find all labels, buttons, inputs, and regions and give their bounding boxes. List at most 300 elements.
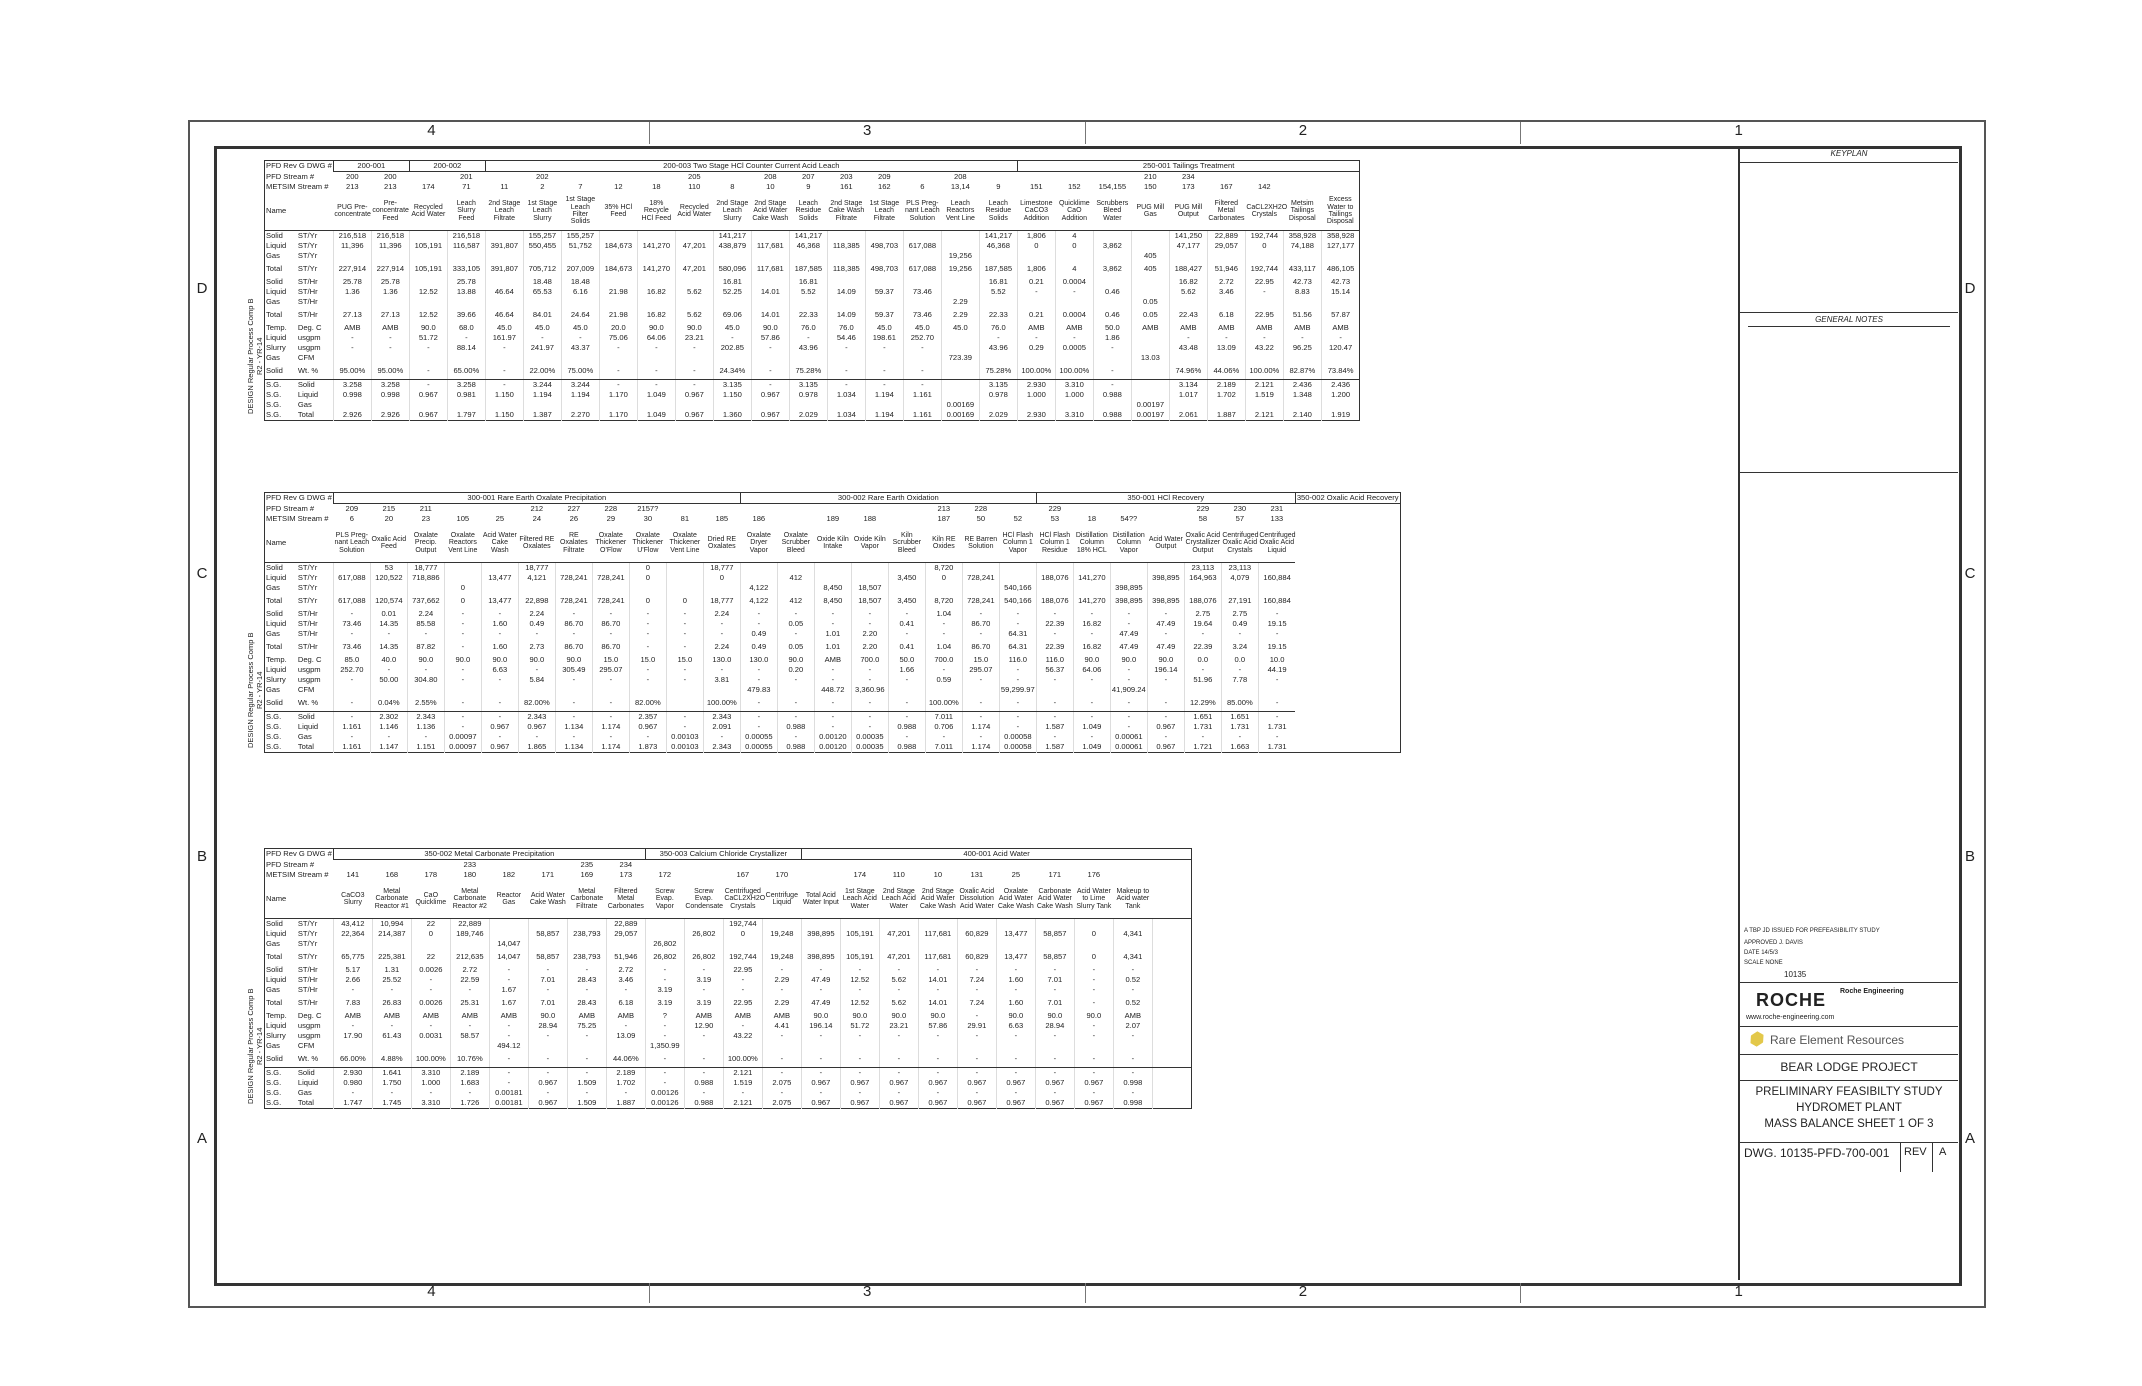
cell-value [918,1041,957,1051]
cell-value: 76.0 [789,323,827,333]
cell-value: 22,889 [1207,231,1245,242]
cell-value: 1.017 [1169,390,1207,400]
stream-number [1283,172,1321,183]
cell-value [999,573,1036,583]
cell-value: 8.83 [1283,287,1321,297]
cell-value: 13.03 [1131,353,1169,363]
stream-number: 208 [953,172,967,182]
cell-value [713,297,751,307]
cell-value: 23,113 [1184,563,1221,574]
cell-value: 0.967 [528,1098,567,1109]
cell-value: 4.41 [762,1021,801,1031]
cell-value: - [518,732,555,742]
table-row [265,363,1360,379]
cell-value [1152,1021,1192,1031]
cell-value: 2.343 [407,711,444,722]
cell-value [1245,297,1283,307]
cell-value: 1.67 [489,995,528,1011]
cell-value: 100.00% [1245,363,1283,379]
cell-value: 14.09 [827,287,865,297]
cell-value: 0.00055 [740,742,777,753]
stream-number: 23 [421,514,431,524]
row-unit: ST/Hr [297,998,318,1008]
stream-number: 171 [541,870,555,880]
cell-value: 1.049 [637,390,675,400]
cell-value: 16.81 [713,277,751,287]
cell-value: - [444,629,481,639]
cell-value: 45.0 [865,323,903,333]
cell-value [1036,583,1073,593]
cell-value: 6.63 [481,665,518,675]
header-label: PFD Stream # [266,859,315,869]
stream-number [1113,870,1152,880]
cell-value: 86.70 [962,619,999,629]
cell-value: - [444,639,481,655]
cell-value [666,695,703,711]
cell-value: 2.24 [703,609,740,619]
cell-value: 53 [370,563,407,574]
cell-value: - [1321,333,1360,343]
cell-value: 214,387 [372,929,411,939]
zone-label: B [196,848,207,865]
cell-value: 19,248 [762,949,801,965]
cell-value: - [555,675,592,685]
cell-value: - [333,343,371,353]
cell-value: 1.200 [1321,390,1360,400]
cell-value: 22.33 [979,307,1017,323]
cell-value: 95.00% [333,363,371,379]
cell-value: - [637,363,675,379]
cell-value: 84.01 [523,307,561,323]
section-title: 200-002 [409,161,485,172]
zone-label: 2 [1085,122,1521,144]
issue-date: DATE 14/5/3 [1744,950,1778,956]
cell-value: 90.0 [409,323,447,333]
cell-value: - [1147,732,1184,742]
cell-value [518,685,555,695]
cell-value: 0.00197 [1131,410,1169,421]
cell-value: - [879,965,918,975]
stream-number: 169 [580,870,594,880]
stream-table [264,492,1401,753]
cell-value [903,400,941,410]
cell-value [723,1041,762,1051]
cell-value: 47,201 [879,929,918,939]
cell-value: - [684,1067,723,1078]
cell-value: 0.967 [481,722,518,732]
cell-value: 0 [1055,241,1093,251]
cell-value: 100.00% [1055,363,1093,379]
cell-value: 25.78 [447,277,485,287]
cell-value: - [666,619,703,629]
row-label: Liquid [265,619,297,629]
cell-value: - [629,732,666,742]
cell-value: 1.702 [606,1078,645,1088]
cell-value: 1.887 [606,1098,645,1109]
approved-by: APPROVED J. DAVIS [1744,940,1803,946]
cell-value: - [762,1067,801,1078]
cell-value: 28.94 [1035,1021,1074,1031]
cell-value: 0.967 [1147,742,1184,753]
cell-value [666,583,703,593]
cell-value [1093,400,1131,410]
cell-value: 0.41 [888,639,925,655]
cell-value: 0.59 [925,675,962,685]
table-row [265,655,1401,665]
cell-value: 0.0026 [411,965,450,975]
table-row [265,493,1401,504]
row-label: Gas [265,297,297,307]
cell-value: 3,862 [1093,241,1131,251]
cell-value: AMB [1017,323,1055,333]
row-label: Gas [265,353,297,363]
cell-value: - [1055,287,1093,297]
cell-value [999,563,1036,574]
cell-value [528,1041,567,1051]
cell-value [941,231,979,242]
cell-value: 6.18 [1207,307,1245,323]
cell-value: 4,341 [1113,929,1152,939]
cell-value: 86.70 [962,639,999,655]
cell-value [1321,353,1360,363]
cell-value: - [840,1067,879,1078]
zone-label: 4 [427,1283,436,1300]
stream-number [1113,860,1152,871]
cell-value [1055,353,1093,363]
cell-value [371,297,409,307]
cell-value: 0.00058 [999,742,1036,753]
project-name: BEAR LODGE PROJECT [1780,1060,1918,1074]
row-label: Liquid [265,241,297,251]
row-unit: ST/Hr [297,619,318,629]
cell-value: - [999,675,1036,685]
cell-value: 1.134 [555,742,592,753]
cell-value: - [372,1088,411,1098]
cell-value: - [814,609,851,619]
stream-number: 105 [456,514,470,524]
stream-number: 215 [382,504,396,514]
table-row [265,742,1401,753]
stream-name: 2nd Stage Acid Water Cake Wash [751,192,789,231]
cell-value: 2.930 [333,1067,372,1078]
cell-value: 19.15 [1258,619,1295,629]
row-label: Total [265,593,297,609]
header-label: Name [265,880,334,919]
cell-value: - [840,1031,879,1041]
stream-number [1017,172,1055,183]
cell-value: - [444,609,481,619]
stream-name: PUG Mill Output [1169,192,1207,231]
cell-value: 216,518 [371,231,409,242]
cell-value: 2.091 [703,722,740,732]
table-row [265,1051,1192,1067]
cell-value: 3.310 [1055,410,1093,421]
cell-value: 56.37 [1036,665,1073,675]
cell-value [1245,251,1283,261]
stream-number [599,172,637,183]
cell-value: 2.20 [851,639,888,655]
cell-value [1093,353,1131,363]
cell-value: 498,703 [865,261,903,277]
cell-value: - [481,609,518,619]
row-label: Total [265,995,297,1011]
cell-value: - [1017,333,1055,343]
stream-number: 18 [652,182,661,192]
cell-value: 57.87 [1321,307,1360,323]
cell-value [447,297,485,307]
cell-value: 117,681 [918,929,957,939]
table-row [265,860,1192,871]
cell-value: 0.00120 [814,732,851,742]
table-row [265,277,1360,287]
cell-value: 0.52 [1113,975,1152,985]
cell-value: 0.967 [409,390,447,400]
row-unit: ST/Yr [297,251,318,261]
cell-value: 1,806 [1017,231,1055,242]
cell-value: - [1113,965,1152,975]
row-unit: Solid [297,379,315,389]
cell-value: - [918,965,957,975]
cell-value: 3.19 [645,985,684,995]
cell-value: 88.14 [447,343,485,353]
cell-value [903,297,941,307]
cell-value: 2.72 [606,965,645,975]
cell-value: - [1110,609,1147,619]
stream-number: 210 [1143,172,1157,182]
cell-value: 2.24 [703,639,740,655]
cell-value: 2.121 [1245,379,1283,390]
cell-value: 1.750 [372,1078,411,1088]
cell-value: 540,166 [999,593,1036,609]
cell-value [485,231,523,242]
cell-value [333,685,370,695]
cell-value: 74,188 [1283,241,1321,251]
cell-value: - [1036,732,1073,742]
cell-value [879,919,918,930]
cell-value: 1.136 [407,722,444,732]
cell-value: 333,105 [447,261,485,277]
cell-value: 90.0 [801,1011,840,1021]
cell-value: - [592,609,629,619]
cell-value [979,353,1017,363]
cell-value: - [567,1088,606,1098]
cell-value: 116.0 [999,655,1036,665]
cell-value: 86.70 [555,639,592,655]
cell-value: 391,807 [485,261,523,277]
cell-value: 0.967 [918,1098,957,1109]
cell-value: - [751,379,789,390]
cell-value: 50.0 [1093,323,1131,333]
cell-value: 617,088 [333,593,370,609]
row-label: Solid [265,563,297,574]
cell-value: 12.52 [840,975,879,985]
row-label: Liquid [265,929,297,939]
cell-value [411,939,450,949]
cell-value: 21.98 [599,307,637,323]
cell-value: 3.258 [447,379,485,390]
stream-number: 173 [619,870,633,880]
cell-value: - [629,639,666,655]
cell-value [762,939,801,949]
cell-value [827,277,865,287]
stream-name: RE Barren Solution [962,524,999,563]
cell-value [1207,297,1245,307]
cell-value [485,400,523,410]
side-label-line: DESIGN [246,1074,255,1104]
cell-value: 3.81 [703,675,740,685]
cell-value: - [684,1031,723,1041]
cell-value: 8,720 [925,563,962,574]
cell-value: 0.00197 [1131,400,1169,410]
cell-value: 2.930 [1017,379,1055,390]
cell-value: 90.0 [481,655,518,665]
row-unit: Deg. C [297,323,322,333]
cell-value: 212,635 [450,949,489,965]
table-row [265,1067,1192,1078]
cell-value [675,353,713,363]
cell-value: - [599,379,637,390]
stream-number: 9 [806,182,811,192]
cell-value [941,363,979,379]
stream-name: Acid Water Output [1147,524,1184,563]
cell-value: 187,585 [979,261,1017,277]
cell-value: 7.83 [333,995,372,1011]
cell-value: 1.67 [489,985,528,995]
cell-value: 188,076 [1036,593,1073,609]
cell-value: 295.07 [592,665,629,675]
cell-value: - [333,695,370,711]
cell-value: - [827,343,865,353]
cell-value [1283,353,1321,363]
cell-value [1073,563,1110,574]
cell-value: 1.147 [370,742,407,753]
cell-value: 1.194 [523,390,561,400]
cell-value: - [528,965,567,975]
cell-value [555,685,592,695]
cell-value [675,400,713,410]
cell-value: - [740,722,777,732]
cell-value: 2.121 [723,1067,762,1078]
cell-value: 43.22 [723,1031,762,1041]
cell-value: 19,256 [941,251,979,261]
cell-value: 64.31 [999,639,1036,655]
side-label [246,986,264,1106]
cell-value: - [1258,629,1295,639]
cell-value: 29,057 [606,929,645,939]
cell-value: 22.95 [723,995,762,1011]
cell-value: 130.0 [740,655,777,665]
cell-value [865,231,903,242]
stream-number: 203 [839,172,853,182]
cell-value [1152,1041,1192,1051]
cell-value: - [1110,665,1147,675]
cell-value [1184,685,1221,695]
row-unit: Solid [297,711,315,721]
stream-number [684,860,723,871]
cell-value [1258,685,1295,695]
cell-value: - [528,985,567,995]
cell-value: - [999,711,1036,722]
cell-value: 20.0 [599,323,637,333]
cell-value: - [879,985,918,995]
cell-value: 0 [444,583,481,593]
cell-value: - [740,675,777,685]
cell-value: 15.14 [1321,287,1360,297]
cell-value: 0.00035 [851,732,888,742]
cell-value: 23,113 [1221,563,1258,574]
cell-value [1113,939,1152,949]
stream-name: Oxalate Reactors Vent Line [444,524,481,563]
cell-value [1152,965,1192,975]
cell-value: 0 [1074,929,1113,939]
cell-value [827,231,865,242]
cell-value: 58,857 [1035,949,1074,965]
cell-value: 196.14 [801,1021,840,1031]
cell-value: - [1110,675,1147,685]
cell-value: 54.46 [827,333,865,343]
stream-number: 141 [346,870,360,880]
cell-value [372,939,411,949]
header-label: PFD Rev G DWG # [266,161,332,171]
zone-label: B [1964,848,1975,865]
cell-value: 74.96% [1169,363,1207,379]
stream-name: Quicklime CaO Addition [1055,192,1093,231]
cell-value: - [903,363,941,379]
cell-value [703,583,740,593]
cell-value: - [637,379,675,390]
cell-value: 19,248 [762,929,801,939]
stream-number [851,504,888,515]
cell-value: 4,122 [740,583,777,593]
cell-value: 1.034 [827,390,865,400]
cell-value: 155,257 [523,231,561,242]
stream-name: Oxide Kiln Vapor [851,524,888,563]
cell-value: 227,914 [333,261,371,277]
stream-number [777,514,814,524]
cell-value [1152,1098,1192,1109]
cell-value: 728,241 [555,593,592,609]
cell-value: 82.87% [1283,363,1321,379]
cell-value [1207,400,1245,410]
cell-value: 15.0 [666,655,703,665]
cell-value: 164,963 [1184,573,1221,583]
stream-name: Oxalate Dryer Vapor [740,524,777,563]
cell-value: 7.011 [925,742,962,753]
cell-value: 0.967 [1074,1098,1113,1109]
cell-value: 398,895 [801,929,840,939]
cell-value [1321,297,1360,307]
cell-value: 43.37 [561,343,599,353]
table-row [265,287,1360,297]
cell-value [1152,995,1192,1011]
client-name: Rare Element Resources [1770,1033,1905,1047]
stream-number: 213 [383,182,397,192]
cell-value: - [814,619,851,629]
cell-value: 202.85 [713,343,751,353]
cell-value: - [996,1067,1035,1078]
cell-value: 28.43 [567,995,606,1011]
cell-value: - [333,732,370,742]
row-label: Gas [265,939,297,949]
cell-value: 7.01 [528,975,567,985]
cell-value [485,297,523,307]
cell-value: 45.0 [523,323,561,333]
cell-value [555,583,592,593]
cell-value: - [999,695,1036,711]
cell-value: - [957,1051,996,1067]
cell-value: - [555,711,592,722]
cell-value [523,353,561,363]
